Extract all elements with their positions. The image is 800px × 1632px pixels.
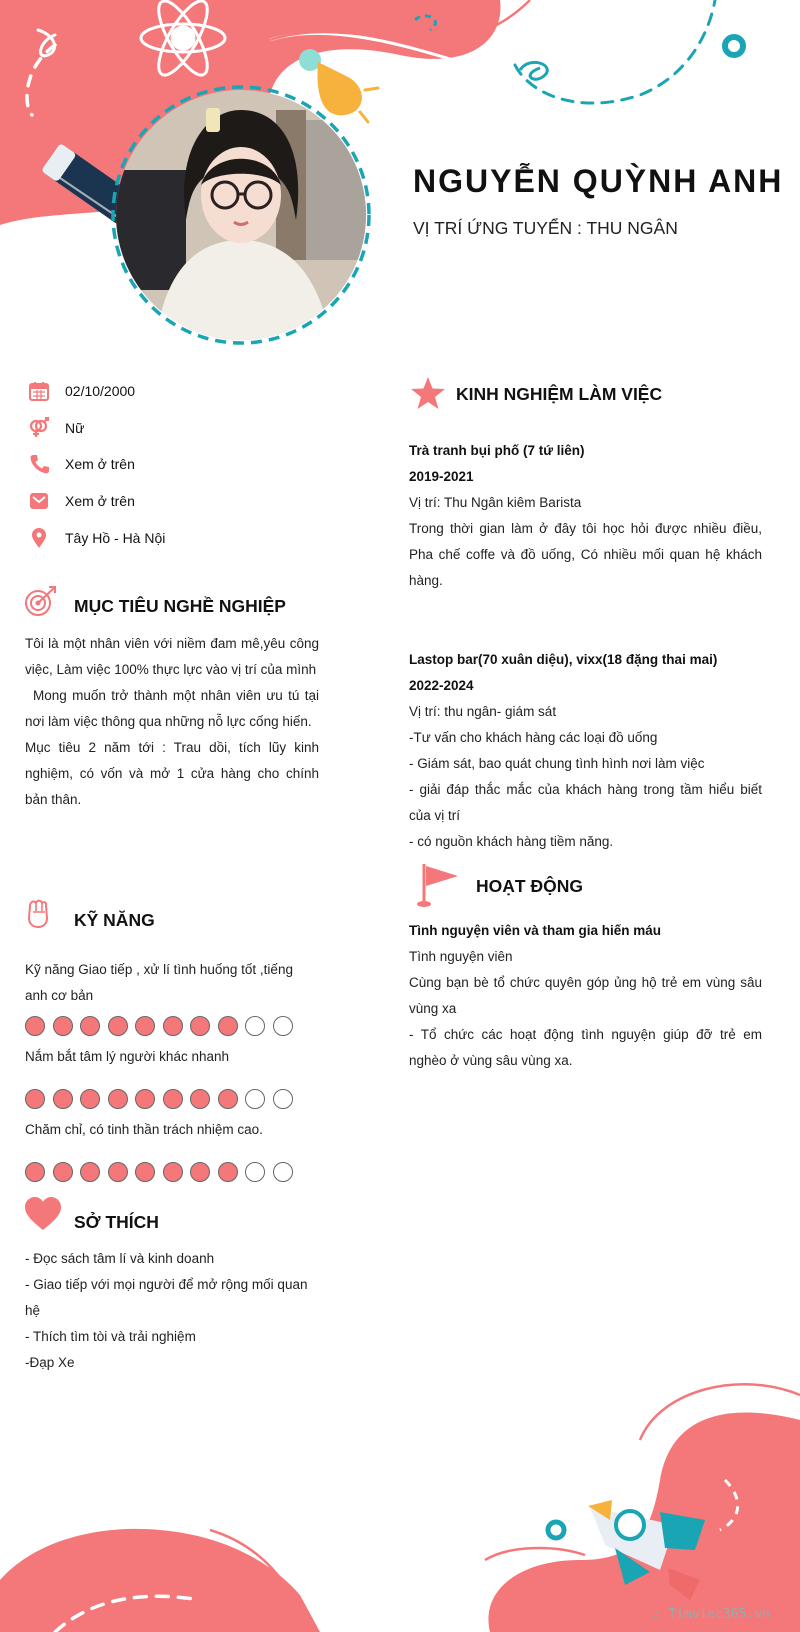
objective-title: MỤC TIÊU NGHỀ NGHIỆP bbox=[74, 596, 286, 616]
address-text: Tây Hồ - Hà Nội bbox=[65, 530, 166, 546]
gender-text: Nữ bbox=[65, 420, 85, 436]
skill-dot-filled bbox=[25, 1016, 45, 1036]
objective-paragraph: Mục tiêu 2 năm tới : Trau dồi, tích lũy kinh nghiệm, có vốn và mở 1 cửa hàng cho chính bản thân. bbox=[25, 740, 319, 807]
skill-dot-empty bbox=[245, 1089, 265, 1109]
skill-dot-filled bbox=[190, 1089, 210, 1109]
objective-paragraph: Mong muốn trở thành một nhân viên ưu tú tại nơi làm việc thông qua những nỗ lực cống hiến. bbox=[25, 688, 319, 729]
activity-role: Tình nguyện viên bbox=[409, 949, 513, 964]
flag-icon bbox=[416, 862, 460, 908]
job-role: Vị trí: thu ngân- giám sát bbox=[409, 704, 557, 719]
activities-title: HOẠT ĐỘNG bbox=[476, 876, 583, 896]
skill-dot-empty bbox=[273, 1162, 293, 1182]
skill-dot-empty bbox=[245, 1016, 265, 1036]
birthday-text: 02/10/2000 bbox=[65, 383, 136, 399]
skill-dot-filled bbox=[53, 1162, 73, 1182]
skill-rating bbox=[25, 1089, 293, 1109]
job-1 bbox=[409, 438, 762, 594]
activity-name: Tình nguyện viên và tham gia hiến máu bbox=[409, 923, 662, 938]
calendar-icon bbox=[28, 380, 50, 402]
skill-rating bbox=[25, 1162, 293, 1182]
hobby-item: - Thích tìm tòi và trải nghiệm bbox=[25, 1329, 196, 1344]
hobbies-list bbox=[25, 1246, 319, 1376]
job-period: 2022-2024 bbox=[409, 678, 474, 693]
skill-dot-filled bbox=[80, 1162, 100, 1182]
skill-dot-filled bbox=[108, 1089, 128, 1109]
activity-description: - Tổ chức các hoạt động tình nguyện giúp đỡ trẻ em nghèo ở vùng sâu vùng xa. bbox=[409, 1027, 762, 1068]
skill-dot-filled bbox=[135, 1016, 155, 1036]
skill-dot-filled bbox=[218, 1162, 238, 1182]
skill-dot-filled bbox=[80, 1089, 100, 1109]
job-duty: - có nguồn khách hàng tiềm năng. bbox=[409, 834, 614, 849]
skill-dot-filled bbox=[108, 1016, 128, 1036]
profile-photo bbox=[116, 90, 366, 340]
hobby-item: -Đạp Xe bbox=[25, 1355, 75, 1370]
hobbies-title: SỞ THÍCH bbox=[74, 1212, 159, 1232]
objective-paragraph: Tôi là một nhân viên với niềm đam mê,yêu công việc, Làm việc 100% thực lực vào vị trí của mình bbox=[25, 636, 319, 677]
heart-icon bbox=[24, 1197, 62, 1231]
candidate-name: NGUYỄN QUỲNH ANH bbox=[413, 163, 784, 199]
skill-dot-filled bbox=[53, 1089, 73, 1109]
skill-dot-filled bbox=[135, 1162, 155, 1182]
activity-description: Cùng bạn bè tổ chức quyên góp ủng hộ trẻ em vùng sâu vùng xa bbox=[409, 975, 762, 1016]
skill-dot-filled bbox=[163, 1162, 183, 1182]
job-duty: - Giám sát, bao quát chung tình hình nơi làm việc bbox=[409, 756, 705, 771]
contact-gender bbox=[28, 416, 84, 440]
job-role: Vị trí: Thu Ngân kiêm Barista bbox=[409, 495, 582, 510]
hobby-item: - Giao tiếp với mọi người để mở rộng mối quan hệ bbox=[25, 1277, 308, 1318]
contact-email bbox=[28, 489, 135, 513]
contact-phone bbox=[28, 452, 135, 476]
skill-dot-filled bbox=[135, 1089, 155, 1109]
skill-dot-filled bbox=[218, 1089, 238, 1109]
phone-icon bbox=[28, 453, 50, 475]
job-duty: - giải đáp thắc mắc của khách hàng trong tầm hiểu biết của vị trí bbox=[409, 782, 762, 823]
target-icon bbox=[24, 584, 58, 618]
experience-title: KINH NGHIỆM LÀM VIỆC bbox=[456, 384, 663, 404]
envelope-icon bbox=[28, 490, 50, 512]
skill-dot-filled bbox=[25, 1089, 45, 1109]
skill-dot-filled bbox=[80, 1016, 100, 1036]
skill-dot-empty bbox=[245, 1162, 265, 1182]
job-2 bbox=[409, 647, 762, 855]
objective-text bbox=[25, 631, 319, 813]
fist-icon bbox=[25, 898, 51, 928]
hobby-item: - Đọc sách tâm lí và kinh doanh bbox=[25, 1251, 215, 1266]
email-text: Xem ở trên bbox=[65, 493, 135, 509]
job-description: Trong thời gian làm ở đây tôi học hỏi được nhiều điều, Pha chế coffe và đồ uống, Có nhiều mối quan hệ khách hàng. bbox=[409, 521, 762, 588]
job-duty: -Tư vấn cho khách hàng các loại đồ uống bbox=[409, 730, 658, 745]
job-company: Lastop bar(70 xuân diệu), vixx(18 đặng thai mai) bbox=[409, 652, 718, 667]
skill-rating bbox=[25, 1016, 293, 1036]
skill-dot-filled bbox=[190, 1016, 210, 1036]
skill-dot-filled bbox=[53, 1016, 73, 1036]
contact-birthday bbox=[28, 379, 135, 403]
skill-label: Kỹ năng Giao tiếp , xử lí tình huống tốt ,tiếng anh cơ bản bbox=[25, 962, 293, 1003]
job-company: Trà tranh bụi phố (7 tứ liên) bbox=[409, 443, 585, 458]
gender-icon bbox=[28, 417, 50, 439]
skill-dot-empty bbox=[273, 1016, 293, 1036]
skills-title: KỸ NĂNG bbox=[74, 910, 155, 930]
job-period: 2019-2021 bbox=[409, 469, 474, 484]
skill-dot-empty bbox=[273, 1089, 293, 1109]
skill-label: Chăm chỉ, có tinh thần trách nhiệm cao. bbox=[25, 1122, 263, 1137]
skill-dot-filled bbox=[163, 1089, 183, 1109]
skill-dot-filled bbox=[218, 1016, 238, 1036]
skill-label: Nắm bắt tâm lý người khác nhanh bbox=[25, 1049, 229, 1064]
skill-dot-filled bbox=[108, 1162, 128, 1182]
star-icon bbox=[410, 376, 446, 410]
skill-dot-filled bbox=[163, 1016, 183, 1036]
skill-dot-filled bbox=[190, 1162, 210, 1182]
skill-dot-filled bbox=[25, 1162, 45, 1182]
contact-address bbox=[28, 526, 165, 550]
watermark: ∴ Timviec365.vn bbox=[652, 1607, 770, 1622]
activity-1 bbox=[409, 918, 762, 1074]
applied-position: VỊ TRÍ ỨNG TUYỂN : THU NGÂN bbox=[413, 218, 678, 238]
location-pin-icon bbox=[28, 527, 50, 549]
phone-text: Xem ở trên bbox=[65, 456, 135, 472]
